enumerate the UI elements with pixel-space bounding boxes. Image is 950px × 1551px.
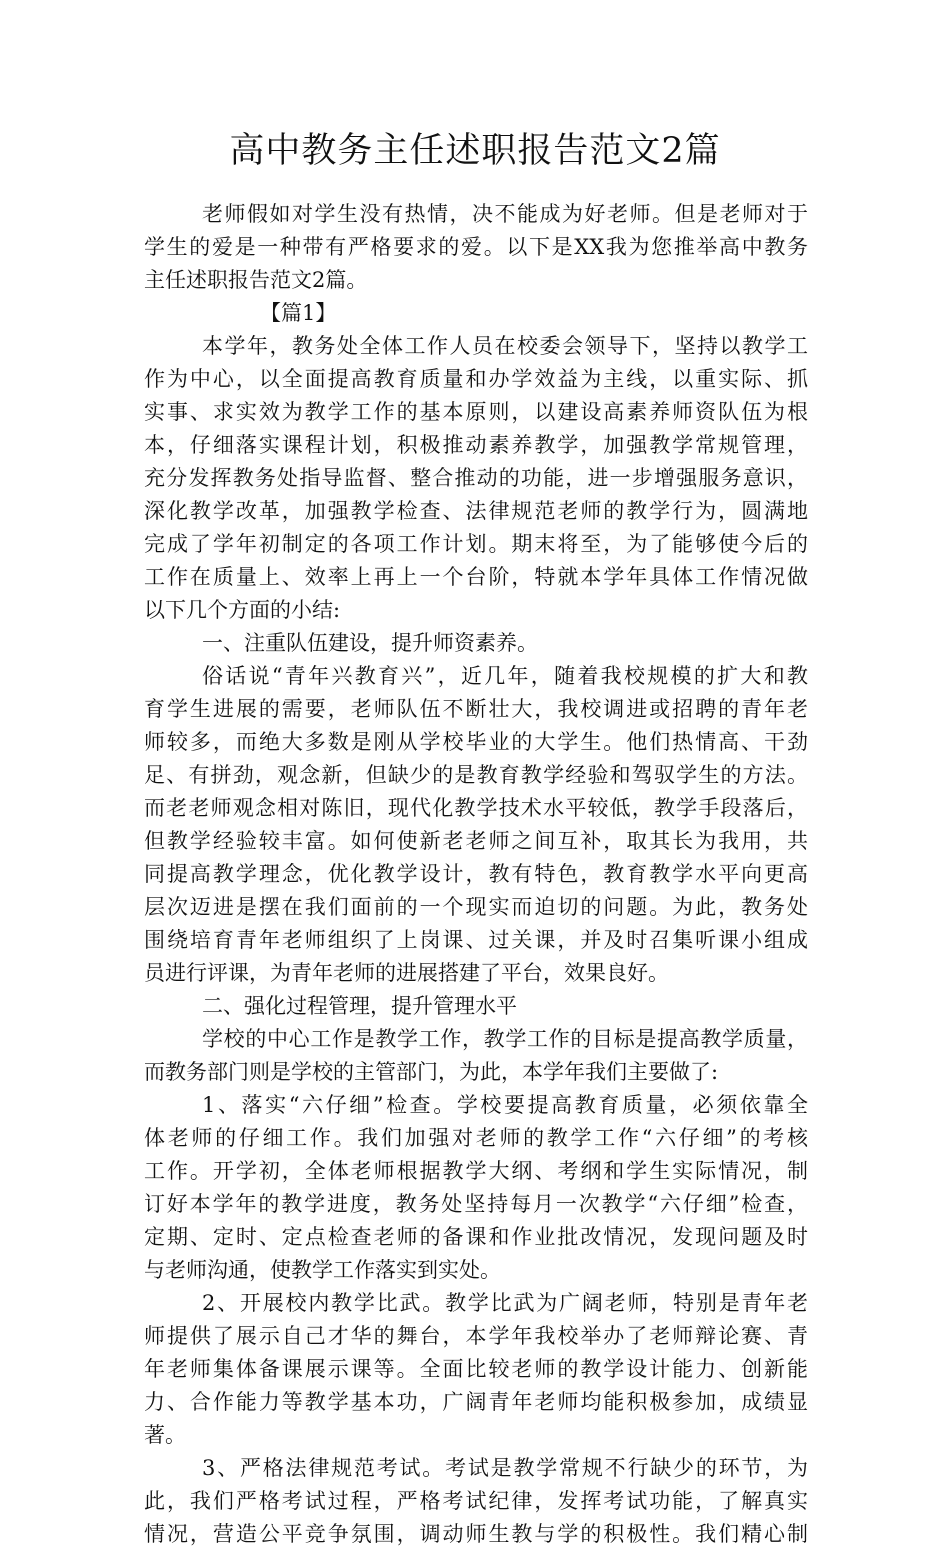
paragraph-line: 完成了学年初制定的各项工作计划。期末将至，为了能够使今后的 [144, 532, 808, 556]
paragraph-line: 主任述职报告范文2篇。 [144, 268, 368, 292]
paragraph-line: 本，仔细落实课程计划，积极推动素养教学，加强教学常规管理， [144, 433, 808, 457]
paragraph-line: 情况，营造公平竞争氛围，调动师生教与学的积极性。我们精心制 [144, 1522, 808, 1546]
paragraph-line: 师提供了展示自己才华的舞台，本学年我校举办了老师辩论赛、青 [144, 1324, 808, 1348]
paragraph-line: 著。 [144, 1423, 186, 1447]
subheading-line: 一、注重队伍建设，提升师资素养。 [202, 631, 538, 655]
paragraph-line: 体老师的仔细工作。我们加强对老师的教学工作“六仔细”的考核 [144, 1126, 808, 1150]
paragraph-line: 员进行评课，为青年老师的进展搭建了平台，效果良好。 [144, 961, 669, 985]
paragraph-line: 而老老师观念相对陈旧，现代化教学技术水平较低，教学手段落后， [144, 796, 808, 820]
paragraph-line: 1、落实“六仔细”检查。学校要提高教育质量，必须依靠全 [202, 1093, 808, 1117]
paragraph-line: 3、严格法律规范考试。考试是教学常规不行缺少的环节，为 [202, 1456, 808, 1480]
paragraph-line: 订好本学年的教学进度，教务处坚持每月一次教学“六仔细”检查， [144, 1192, 808, 1216]
paragraph-line: 2、开展校内教学比武。教学比武为广阔老师，特别是青年老 [202, 1291, 808, 1315]
paragraph-line: 年老师集体备课展示课等。全面比较老师的教学设计能力、创新能 [144, 1357, 808, 1381]
paragraph-line: 足、有拼劲，观念新，但缺少的是教育教学经验和驾驭学生的方法。 [144, 763, 808, 787]
paragraph-line: 同提高教学理念，优化教学设计，教有特色，教育教学水平向更高 [144, 862, 808, 886]
paragraph-line: 层次迈进是摆在我们面前的一个现实而迫切的问题。为此，教务处 [144, 895, 808, 919]
paragraph-line: 与老师沟通，使教学工作落实到实处。 [144, 1258, 501, 1282]
paragraph-line: 工作。开学初，全体老师根据教学大纲、考纲和学生实际情况，制 [144, 1159, 808, 1183]
document-body [144, 198, 808, 1551]
paragraph-line: 工作在质量上、效率上再上一个台阶，特就本学年具体工作情况做 [144, 565, 808, 589]
section-heading: 【篇1】 [260, 301, 337, 325]
paragraph-line: 俗话说“青年兴教育兴”，近几年，随着我校规模的扩大和教 [202, 664, 808, 688]
paragraph-line: 老师假如对学生没有热情，决不能成为好老师。但是老师对于 [202, 202, 808, 226]
paragraph-line: 学生的爱是一种带有严格要求的爱。以下是XX我为您推举高中教务 [144, 235, 808, 259]
paragraph-line: 学校的中心工作是教学工作，教学工作的目标是提高教学质量， [202, 1027, 808, 1051]
subheading-line: 二、强化过程管理，提升管理水平 [202, 994, 517, 1018]
paragraph-line: 力、合作能力等教学基本功，广阔青年老师均能积极参加，成绩显 [144, 1390, 808, 1414]
paragraph-line: 实事、求实效为教学工作的基本原则，以建设高素养师资队伍为根 [144, 400, 808, 424]
paragraph-line: 深化教学改革，加强教学检查、法律规范老师的教学行为，圆满地 [144, 499, 808, 523]
paragraph-line: 但教学经验较丰富。如何使新老老师之间互补，取其长为我用，共 [144, 829, 808, 853]
paragraph-line: 师较多，而绝大多数是刚从学校毕业的大学生。他们热情高、干劲 [144, 730, 808, 754]
paragraph-line: 以下几个方面的小结: [144, 598, 341, 622]
paragraph-line: 定期、定时、定点检查老师的备课和作业批改情况，发现问题及时 [144, 1225, 808, 1249]
paragraph-line: 充分发挥教务处指导监督、整合推动的功能，进一步增强服务意识， [144, 466, 808, 490]
paragraph-line: 作为中心，以全面提高教育质量和办学效益为主线，以重实际、抓 [144, 367, 808, 391]
paragraph-line: 而教务部门则是学校的主管部门，为此，本学年我们主要做了: [144, 1060, 719, 1084]
document-title: 高中教务主任述职报告范文2篇 [229, 131, 721, 171]
paragraph-line: 围绕培育青年老师组织了上岗课、过关课，并及时召集听课小组成 [144, 928, 808, 952]
paragraph-line: 本学年，教务处全体工作人员在校委会领导下，坚持以教学工 [202, 334, 808, 358]
paragraph-line: 育学生进展的需要，老师队伍不断壮大，我校调进或招聘的青年老 [144, 697, 808, 721]
paragraph-line: 此，我们严格考试过程，严格考试纪律，发挥考试功能，了解真实 [144, 1489, 808, 1513]
